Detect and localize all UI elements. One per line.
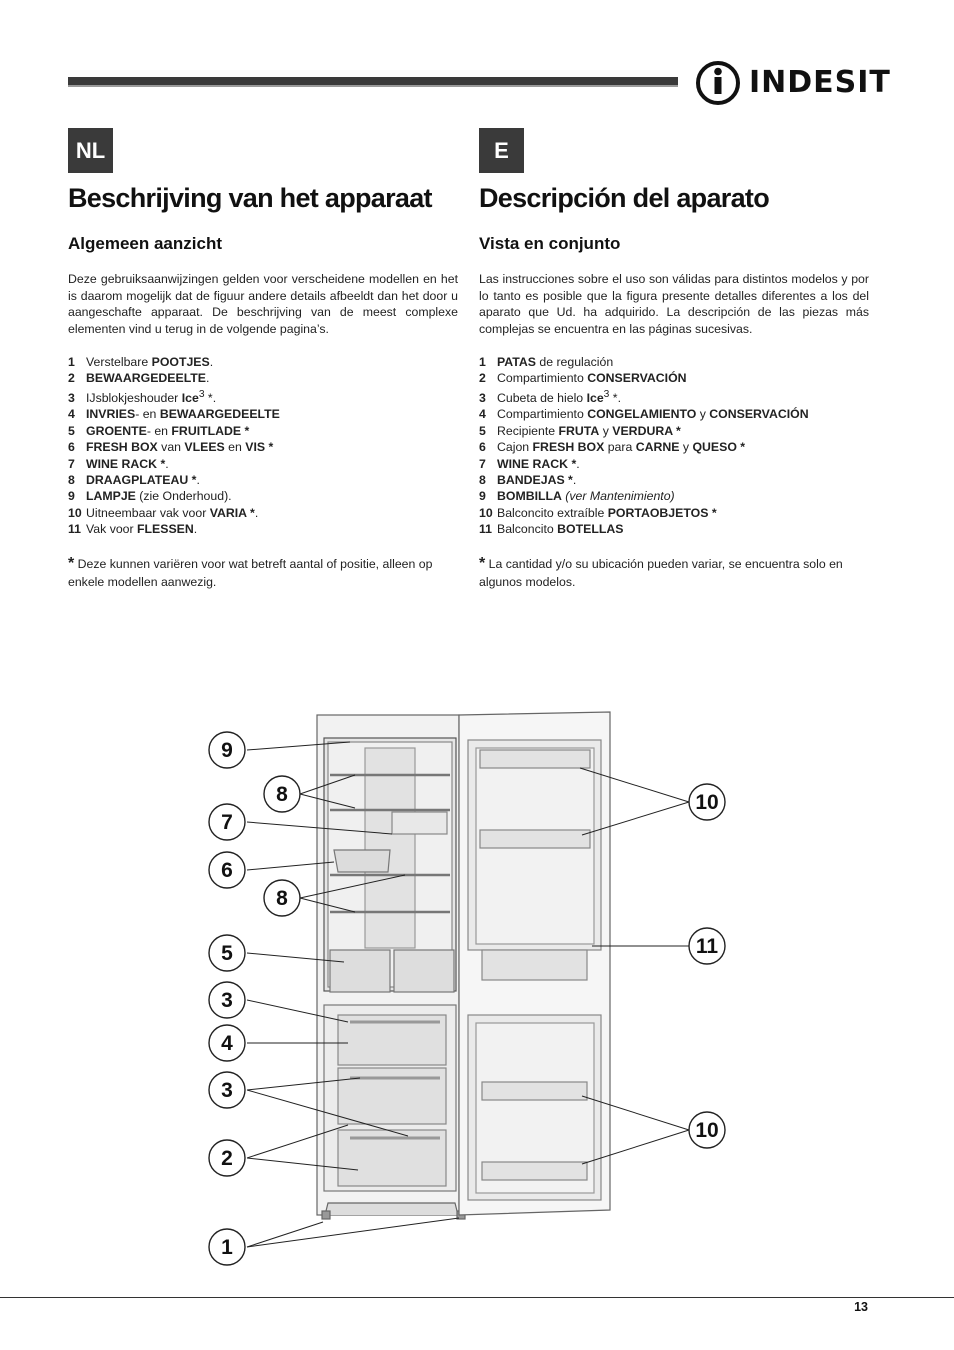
part-name: INVRIES <box>86 407 136 422</box>
part-name: BEWAARGEDEELTE <box>159 407 280 422</box>
part-text: para <box>604 440 636 455</box>
part-item <box>68 521 458 537</box>
part-number: 3 <box>479 390 486 405</box>
part-number: 5 <box>68 423 75 438</box>
part-text: (zie Onderhoud). <box>135 489 232 504</box>
part-text: *. <box>204 390 217 405</box>
part-text: . <box>254 505 259 520</box>
part-number: 4 <box>68 407 75 422</box>
part-text: Balconcito <box>497 522 558 537</box>
part-number: 2 <box>479 371 486 386</box>
footnote-es <box>479 555 869 591</box>
part-name: CONSERVACIÓN <box>587 371 687 386</box>
part-name: FRESH BOX <box>86 440 158 455</box>
part-text: de regulación <box>535 355 614 369</box>
part-name: QUESO * <box>692 440 746 455</box>
part-name: FRUITLADE * <box>171 423 250 438</box>
part-name: BOTELLAS <box>557 522 624 537</box>
lang-badge-nl: NL <box>68 128 113 173</box>
part-item <box>68 406 458 422</box>
brand-name: INDESIT <box>749 65 891 100</box>
part-text: . <box>206 371 210 386</box>
part-number: 8 <box>68 472 75 487</box>
part-text: y <box>599 423 613 438</box>
part-text: . <box>165 456 169 471</box>
part-text: Compartimiento <box>497 371 588 386</box>
parts-list-es <box>479 354 869 538</box>
part-name: WINE RACK * <box>86 456 166 471</box>
callout-label: 9 <box>221 739 233 762</box>
part-number: 11 <box>68 522 81 537</box>
part-name: VARIA * <box>209 505 255 520</box>
part-item <box>68 505 458 521</box>
part-text: . <box>196 472 200 487</box>
part-item <box>68 370 458 386</box>
part-number: 5 <box>479 423 486 438</box>
part-text: Recipiente <box>497 423 559 438</box>
part-number: 11 <box>479 522 492 537</box>
part-text: - en <box>135 407 160 422</box>
section-title-nl: Beschrijving van het apparaat <box>68 183 432 213</box>
part-text: Compartimiento <box>497 407 588 422</box>
part-item <box>68 472 458 488</box>
intro-es: Las instrucciones sobre el uso son válidas para distintos modelos y por lo tanto es posible que la figura presente detalles diferentes a los del aparato que Ud. ha adquirido. La descripción de las piezas más complejas se encuentra en las páginas sucesivas. <box>479 272 869 336</box>
part-item <box>68 423 458 439</box>
part-superscript: 3 <box>198 388 205 400</box>
subtitle-nl: Algemeen aanzicht <box>68 234 222 253</box>
part-item <box>479 472 869 488</box>
callout-label: 4 <box>221 1032 233 1055</box>
part-text: Balconcito extraíble <box>497 505 608 520</box>
part-name: CONSERVACIÓN <box>709 407 809 422</box>
header-bar <box>68 77 678 87</box>
part-name: Ice <box>586 390 604 405</box>
part-name: BEWAARGEDEELTE <box>86 371 207 386</box>
part-text: y <box>696 407 710 422</box>
lang-badge-es: E <box>479 128 524 173</box>
section-title-es: Descripción del aparato <box>479 183 769 213</box>
part-text: Vak voor <box>86 522 138 537</box>
footer-rule <box>0 1297 954 1298</box>
part-text: van <box>157 440 185 455</box>
callout-label: 8 <box>276 887 288 910</box>
fridge-diagram <box>200 700 740 1270</box>
part-number: 10 <box>68 505 82 520</box>
part-item <box>68 354 458 370</box>
part-number: 6 <box>68 440 75 455</box>
part-number: 10 <box>479 505 493 520</box>
footnote-nl <box>68 555 458 591</box>
part-number: 9 <box>479 489 486 504</box>
part-text: . <box>193 522 198 537</box>
part-name: PORTAOBJETOS * <box>607 505 717 520</box>
part-item <box>479 456 869 472</box>
footnote-text: Deze kunnen variëren voor wat betreft aantal of positie, alleen op enkele modellen aanwezig. <box>68 556 433 589</box>
footnote-star: * <box>479 554 486 572</box>
part-name: DRAAGPLATEAU * <box>86 472 197 487</box>
part-name: LAMPJE <box>86 489 136 504</box>
part-number: 7 <box>479 456 486 471</box>
part-name: BANDEJAS * <box>497 472 573 487</box>
part-superscript: 3 <box>603 388 610 400</box>
part-name: Ice <box>181 390 199 405</box>
part-text: . <box>576 456 580 471</box>
indesit-logo <box>694 60 891 106</box>
part-number: 8 <box>479 472 486 487</box>
part-number: 2 <box>68 371 75 386</box>
part-number: 1 <box>479 355 486 369</box>
intro-nl: Deze gebruiksaanwijzingen gelden voor verscheidene modellen en het is daarom mogelijk dat de figuur andere details afbeeldt dan het door u aangeschafte apparaat. De beschrijving van de meest complexe elementen vind u terug in de volgende pagina’s. <box>68 272 458 336</box>
callout-label: 1 <box>221 1236 233 1259</box>
callout-label: 2 <box>221 1147 233 1170</box>
part-item <box>479 370 869 386</box>
footnote-star: * <box>68 554 75 572</box>
part-name: POOTJES <box>151 355 210 369</box>
part-name: BOMBILLA <box>497 489 562 504</box>
part-number: 9 <box>68 489 75 504</box>
part-item <box>68 488 458 504</box>
callout-label: 11 <box>695 935 719 958</box>
subtitle-es: Vista en conjunto <box>479 234 621 253</box>
part-item <box>479 505 869 521</box>
part-number: 7 <box>68 456 75 471</box>
part-item <box>479 439 869 455</box>
callout-label: 8 <box>276 783 288 806</box>
part-number: 6 <box>479 440 486 455</box>
indesit-logo-mark-icon <box>694 60 746 106</box>
callout-label: 6 <box>221 859 233 882</box>
part-text: IJsblokjeshouder <box>86 390 182 405</box>
part-text: Cubeta de hielo <box>497 390 587 405</box>
part-name: FRESH BOX <box>532 440 605 455</box>
part-name: CARNE <box>635 440 680 455</box>
part-item <box>479 488 869 504</box>
part-item <box>68 439 458 455</box>
part-text: *. <box>609 390 621 405</box>
part-item <box>68 387 458 407</box>
footnote-text: La cantidad y/o su ubicación pueden variar, se encuentra solo en algunos modelos. <box>479 556 843 589</box>
part-item <box>479 387 869 407</box>
callout-label: 10 <box>695 791 719 814</box>
part-name: VIS * <box>245 440 274 455</box>
part-name: VLEES <box>184 440 225 455</box>
part-item <box>479 406 869 422</box>
part-text: Verstelbare <box>86 355 152 369</box>
part-item <box>479 521 869 537</box>
part-name: FLESSEN <box>137 522 194 537</box>
part-text: . <box>209 355 214 369</box>
callout-label: 7 <box>221 811 233 834</box>
part-number: 3 <box>68 390 75 405</box>
callout-label: 5 <box>221 942 233 965</box>
parts-list-nl <box>68 354 458 538</box>
callout-label: 10 <box>695 1119 719 1142</box>
part-text: Uitneembaar vak voor <box>86 505 210 520</box>
part-number: 4 <box>479 407 486 422</box>
part-item <box>479 354 869 370</box>
part-text: en <box>224 440 246 455</box>
part-name: VERDURA * <box>612 423 681 438</box>
part-text: - en <box>146 423 172 438</box>
part-item <box>479 423 869 439</box>
callout-label: 3 <box>221 1079 233 1102</box>
part-text: y <box>679 440 693 455</box>
part-name: CONGELAMIENTO <box>587 407 697 422</box>
column-es <box>479 128 869 591</box>
part-item <box>68 456 458 472</box>
part-text: Cajon <box>497 440 533 455</box>
column-nl <box>68 128 458 591</box>
page-number: 13 <box>854 1300 868 1314</box>
part-name: WINE RACK * <box>497 456 577 471</box>
part-text: . <box>572 472 577 487</box>
part-number: 1 <box>68 355 75 369</box>
part-note: (ver Mantenimiento) <box>561 489 675 504</box>
part-name: FRUTA <box>558 423 600 438</box>
callout-label: 3 <box>221 989 233 1012</box>
part-name: PATAS <box>497 355 536 369</box>
part-name: GROENTE <box>86 423 147 438</box>
